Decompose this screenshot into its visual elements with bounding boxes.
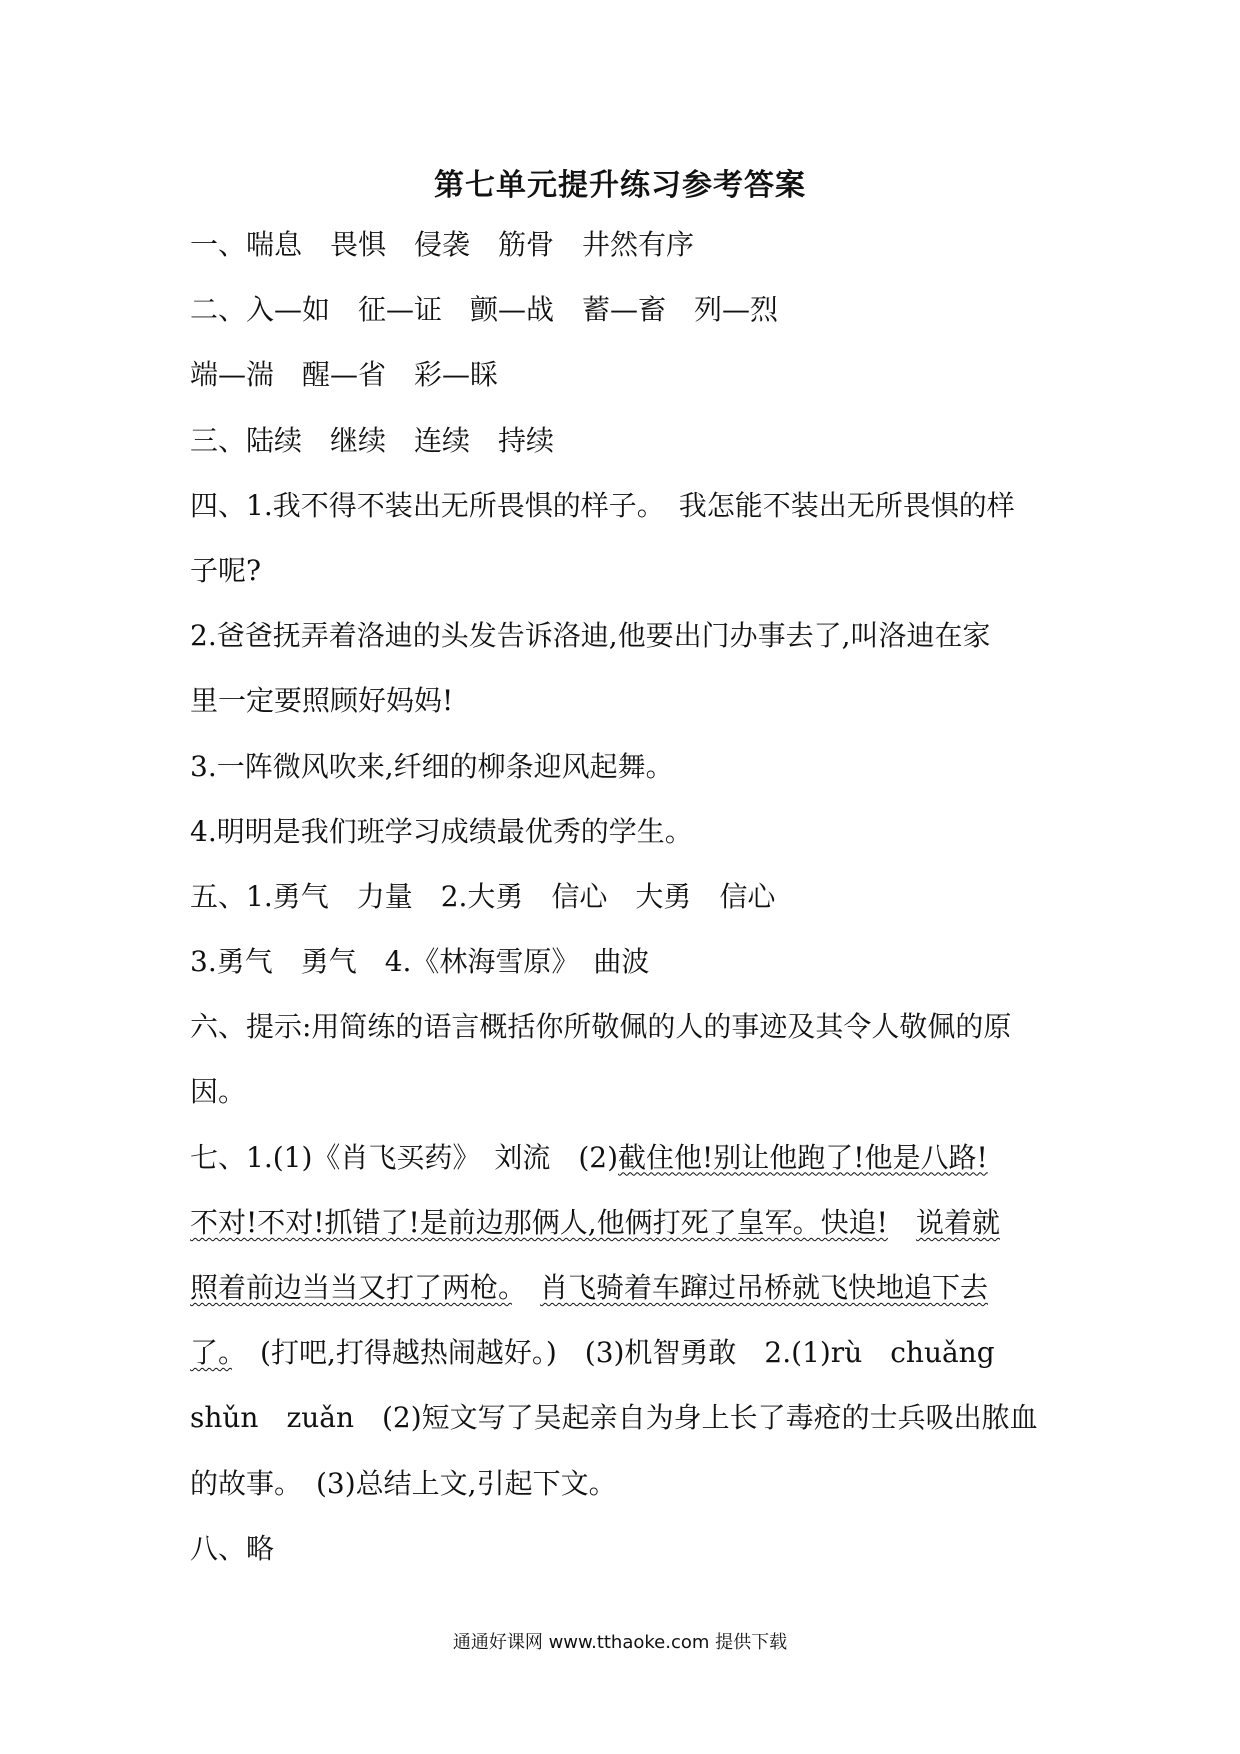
underlined-text: 不对!不对!抓错了!是前边那俩人,他俩打死了皇军。快追!: [190, 1205, 888, 1239]
answer-body: [190, 222, 1060, 1591]
answer-text: 七、1.(1)《肖飞买药》 刘流 (2): [190, 1140, 619, 1174]
answer-line: 三、陆续 继续 连续 持续: [190, 423, 555, 457]
answer-line: [190, 1330, 1060, 1395]
underlined-text: 说着就: [915, 1205, 1000, 1239]
answer-line: 八、略: [190, 1531, 275, 1565]
answer-line: 四、1.我不得不装出无所畏惧的样子。 我怎能不装出无所畏惧的样: [190, 488, 1015, 522]
underlined-text: 截住他!别让他跑了!他是八路!: [618, 1140, 988, 1174]
answer-text: (打吧,打得越热闹越好。) (3)机智勇敢 2.(1)rù chuǎng: [232, 1336, 995, 1370]
spacer-text: [512, 1271, 540, 1304]
answer-line: 因。: [190, 1075, 247, 1109]
answer-line: 2.爸爸抚弄着洛迪的头发告诉洛迪,他要出门办事去了,叫洛迪在家: [190, 619, 991, 653]
answer-line: 二、入—如 征—证 颤—战 蓄—畜 列—烈: [190, 293, 779, 327]
answer-line: 端—湍 醒—省 彩—睬: [190, 358, 499, 392]
underlined-text: 肖飞骑着车蹿过吊桥就飞快地追下去: [540, 1271, 989, 1304]
answer-line: 五、1.勇气 力量 2.大勇 信心 大勇 信心: [190, 879, 776, 913]
answer-line: 4.明明是我们班学习成绩最优秀的学生。: [190, 814, 693, 848]
spacer-text: [888, 1206, 916, 1239]
answer-line: [190, 1135, 1060, 1200]
answer-line: [190, 1265, 1060, 1330]
answer-line: 里一定要照顾好妈妈!: [190, 684, 454, 718]
answer-line: 子呢?: [190, 553, 262, 587]
answer-line: 3.勇气 勇气 4.《林海雪原》 曲波: [190, 945, 650, 979]
footer-credit: 通通好课网 www.tthaoke.com 提供下载: [452, 1632, 788, 1653]
underlined-text: 了。: [190, 1336, 233, 1370]
answer-line: [190, 1200, 1060, 1265]
page-title: 第七单元提升练习参考答案: [434, 168, 806, 203]
underlined-text: 照着前边当当又打了两枪。: [190, 1271, 513, 1304]
answer-line: 一、喘息 畏惧 侵袭 筋骨 井然有序: [190, 228, 695, 261]
answer-line: 3.一阵微风吹来,纤细的柳条迎风起舞。: [190, 749, 674, 783]
answer-line: 的故事。 (3)总结上文,引起下文。: [190, 1466, 617, 1500]
answer-line: shǔn zuǎn (2)短文写了吴起亲自为身上长了毒疮的士兵吸出脓血: [190, 1401, 1038, 1435]
answer-line: 六、提示:用简练的语言概括你所敬佩的人的事迹及其令人敬佩的原: [190, 1010, 1012, 1044]
